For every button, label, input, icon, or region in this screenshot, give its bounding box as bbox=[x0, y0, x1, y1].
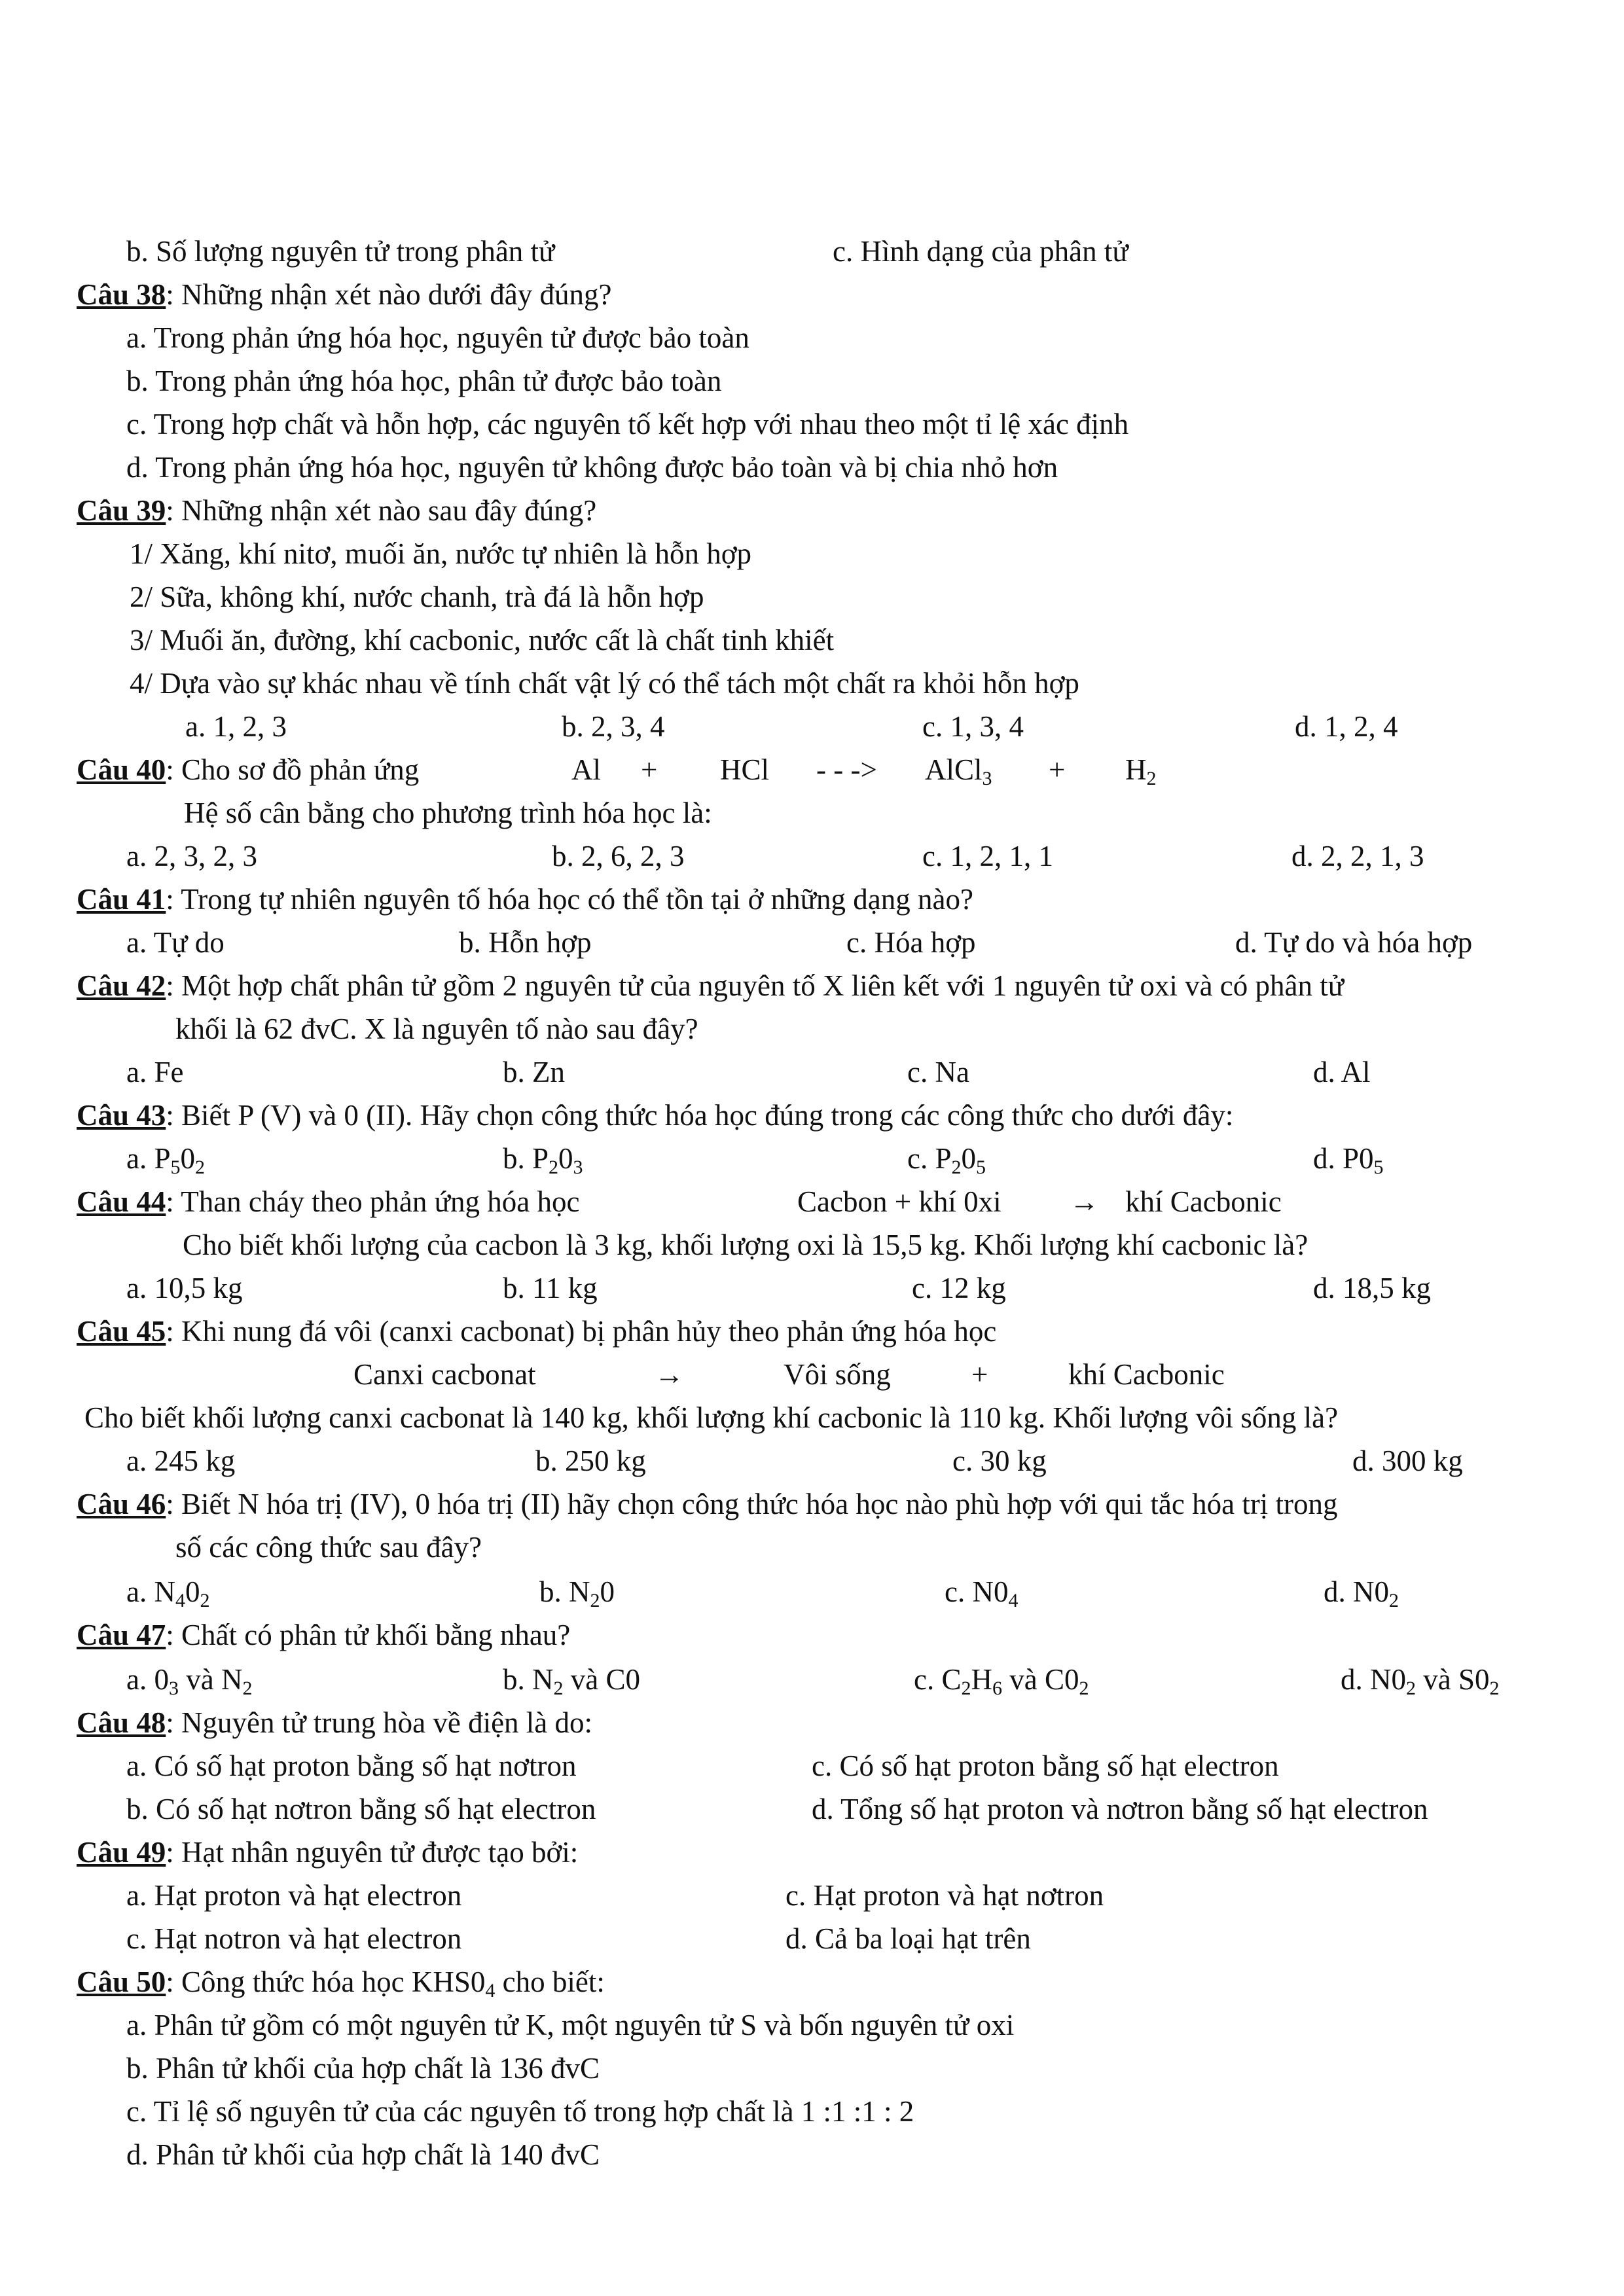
question-text: : Một hợp chất phân tử gồm 2 nguyên tử của nguyên tố X liên kết với 1 nguyên tử oxi và có phân tử bbox=[166, 969, 1344, 1002]
option-d: d. 2, 2, 1, 3 bbox=[1291, 840, 1424, 872]
option-a bbox=[126, 1139, 205, 1178]
reactant-hcl: HCl bbox=[720, 753, 770, 786]
option-c: c. 1, 2, 1, 1 bbox=[922, 840, 1053, 872]
option-b: b. Có số hạt nơtron bằng số hạt electron bbox=[126, 1793, 596, 1825]
formula-text: b. N bbox=[539, 1575, 590, 1608]
question-40 bbox=[77, 750, 419, 789]
option-d: d. Trong phản ứng hóa học, nguyên tử không được bảo toàn và bị chia nhỏ hơn bbox=[126, 451, 1058, 484]
option-d: d. 1, 2, 4 bbox=[1295, 710, 1398, 743]
option-d: d. Tổng số hạt proton và nơtron bằng số hạt electron bbox=[812, 1793, 1428, 1825]
option-b bbox=[503, 1660, 640, 1699]
equation-product-1: Vôi sống bbox=[784, 1358, 891, 1391]
question-text: : Khi nung đá vôi (canxi cacbonat) bị phân hủy theo phản ứng hóa học bbox=[166, 1315, 997, 1348]
question-46 bbox=[77, 1484, 1338, 1524]
question-label: Câu 46 bbox=[77, 1488, 166, 1520]
reaction-arrow: - - -> bbox=[816, 753, 877, 786]
subscript: 2 bbox=[1489, 1677, 1500, 1699]
option-a: a. 1, 2, 3 bbox=[185, 710, 287, 743]
plus-sign: + bbox=[1049, 753, 1066, 786]
option-b: b. 11 kg bbox=[503, 1272, 598, 1304]
subscript: 5 bbox=[170, 1157, 181, 1178]
question-text: : Cho sơ đồ phản ứng bbox=[166, 753, 420, 786]
subscript: 2 bbox=[590, 1590, 600, 1611]
subscript: 3 bbox=[168, 1677, 179, 1699]
question-text: : Những nhận xét nào sau đây đúng? bbox=[166, 494, 597, 527]
question-text-line2: Hệ số cân bằng cho phương trình hóa học là: bbox=[184, 797, 712, 829]
subscript: 2 bbox=[951, 1157, 962, 1178]
plus-sign: + bbox=[971, 1358, 988, 1391]
statement-4: 4/ Dựa vào sự khác nhau về tính chất vật lý có thể tách một chất ra khỏi hỗn hợp bbox=[130, 667, 1079, 700]
option-a: a. Hạt proton và hạt electron bbox=[126, 1879, 462, 1912]
option-d bbox=[1341, 1660, 1500, 1699]
subscript: 4 bbox=[1008, 1590, 1019, 1611]
option-d bbox=[1313, 1139, 1384, 1178]
subscript: 6 bbox=[992, 1677, 1002, 1699]
question-text: : Biết P (V) và 0 (II). Hãy chọn công thức hóa học đúng trong các công thức cho dưới đây: bbox=[166, 1099, 1234, 1132]
plus-sign: + bbox=[641, 753, 658, 786]
option-b: b. Số lượng nguyên tử trong phân tử bbox=[126, 235, 555, 268]
formula-text: d. N0 bbox=[1341, 1663, 1406, 1696]
formula-text: c. C bbox=[914, 1663, 962, 1696]
question-label: Câu 38 bbox=[77, 278, 166, 311]
product-h2 bbox=[1125, 750, 1157, 789]
question-42 bbox=[77, 966, 1344, 1005]
question-49 bbox=[77, 1833, 578, 1872]
question-45 bbox=[77, 1312, 996, 1351]
formula-text: 0 bbox=[185, 1575, 200, 1608]
option-d: d. Phân tử khối của hợp chất là 140 đvC bbox=[126, 2138, 600, 2171]
subscript: 5 bbox=[1373, 1157, 1384, 1178]
formula-text: c. P bbox=[907, 1142, 952, 1175]
formula-text: 0 bbox=[558, 1142, 573, 1175]
question-label: Câu 47 bbox=[77, 1619, 166, 1651]
subscript: 2 bbox=[1406, 1677, 1416, 1699]
option-b: b. Trong phản ứng hóa học, phân tử được bảo toàn bbox=[126, 365, 722, 397]
question-39 bbox=[77, 491, 596, 530]
subscript: 4 bbox=[175, 1590, 185, 1611]
subscript: 2 bbox=[1079, 1677, 1089, 1699]
question-text-line2: khối là 62 đvC. X là nguyên tố nào sau đây? bbox=[175, 1013, 698, 1045]
formula-text: và C0 bbox=[1002, 1663, 1079, 1696]
option-a: a. 10,5 kg bbox=[126, 1272, 243, 1304]
question-text: : Nguyên tử trung hòa về điện là do: bbox=[166, 1706, 593, 1739]
formula-text: b. P bbox=[503, 1142, 549, 1175]
subscript: 2 bbox=[553, 1677, 564, 1699]
question-text: : Trong tự nhiên nguyên tố hóa học có thể tồn tại ở những dạng nào? bbox=[166, 883, 973, 916]
option-a bbox=[126, 1660, 252, 1699]
option-b: b. Zn bbox=[503, 1056, 565, 1088]
option-d: d. 300 kg bbox=[1352, 1444, 1463, 1477]
question-text: : Biết N hóa trị (IV), 0 hóa trị (II) hãy chọn công thức hóa học nào phù hợp với qui tắc hóa trị trong bbox=[166, 1488, 1338, 1520]
question-44 bbox=[77, 1182, 579, 1221]
option-b: b. 250 kg bbox=[535, 1444, 646, 1477]
statement-3: 3/ Muối ăn, đường, khí cacbonic, nước cất là chất tinh khiết bbox=[130, 624, 835, 656]
equation-right: khí Cacbonic bbox=[1125, 1185, 1282, 1218]
question-38 bbox=[77, 275, 611, 314]
subscript: 2 bbox=[242, 1677, 253, 1699]
option-c: c. Trong hợp chất và hỗn hợp, các nguyên tố kết hợp với nhau theo một tỉ lệ xác định bbox=[126, 408, 1129, 440]
question-41 bbox=[77, 880, 973, 919]
formula-text: d. P0 bbox=[1313, 1142, 1374, 1175]
option-d: d. Tự do và hóa hợp bbox=[1235, 926, 1473, 959]
question-label: Câu 50 bbox=[77, 1965, 166, 1998]
formula-text: H bbox=[971, 1663, 992, 1696]
option-c: c. 30 kg bbox=[952, 1444, 1047, 1477]
reactant-al: Al bbox=[571, 753, 601, 786]
subscript: 4 bbox=[485, 1980, 496, 2001]
option-a: a. Trong phản ứng hóa học, nguyên tử được bảo toàn bbox=[126, 321, 749, 354]
formula-text: c. N0 bbox=[945, 1575, 1009, 1608]
subscript: 2 bbox=[1389, 1590, 1399, 1611]
option-c bbox=[907, 1139, 986, 1178]
option-d: d. Al bbox=[1313, 1056, 1371, 1088]
option-c: c. Na bbox=[907, 1056, 969, 1088]
option-a: a. 2, 3, 2, 3 bbox=[126, 840, 257, 872]
option-c: c. 12 kg bbox=[912, 1272, 1006, 1304]
option-b: b. 2, 6, 2, 3 bbox=[552, 840, 685, 872]
option-b: b. Phân tử khối của hợp chất là 136 đvC bbox=[126, 2052, 600, 2085]
formula-text: và N bbox=[178, 1663, 243, 1696]
subscript: 2 bbox=[549, 1157, 559, 1178]
option-a: a. Phân tử gồm có một nguyên tử K, một nguyên tử S và bốn nguyên tử oxi bbox=[126, 2009, 1015, 2041]
subscript: 3 bbox=[982, 768, 992, 789]
option-c bbox=[945, 1572, 1018, 1611]
question-text: : Công thức hóa học KHS0 bbox=[166, 1965, 486, 1998]
option-d: d. Cả ba loại hạt trên bbox=[785, 1922, 1031, 1955]
formula-text: a. 0 bbox=[126, 1663, 169, 1696]
statement-1: 1/ Xăng, khí nitơ, muối ăn, nước tự nhiên là hỗn hợp bbox=[130, 537, 752, 570]
question-text: : Chất có phân tử khối bằng nhau? bbox=[166, 1619, 571, 1651]
option-c: c. Hạt proton và hạt nơtron bbox=[785, 1879, 1104, 1912]
question-label: Câu 45 bbox=[77, 1315, 166, 1348]
option-a bbox=[126, 1572, 209, 1611]
option-a: a. 245 kg bbox=[126, 1444, 236, 1477]
option-d bbox=[1324, 1572, 1399, 1611]
subscript: 3 bbox=[573, 1157, 583, 1178]
option-a: a. Có số hạt proton bằng số hạt nơtron bbox=[126, 1749, 577, 1782]
formula-text: và C0 bbox=[563, 1663, 640, 1696]
question-label: Câu 48 bbox=[77, 1706, 166, 1739]
subscript: 5 bbox=[976, 1157, 986, 1178]
formula-text: a. N bbox=[126, 1575, 175, 1608]
question-text: : Hạt nhân nguyên tử được tạo bởi: bbox=[166, 1836, 579, 1869]
formula-text: d. N0 bbox=[1324, 1575, 1389, 1608]
subscript: 2 bbox=[1146, 768, 1157, 789]
equation-reactant: Canxi cacbonat bbox=[353, 1358, 536, 1391]
option-d: d. 18,5 kg bbox=[1313, 1272, 1431, 1304]
arrow-icon: → bbox=[1070, 1185, 1099, 1218]
option-c-second: c. Hạt notron và hạt electron bbox=[126, 1922, 462, 1955]
question-47 bbox=[77, 1615, 570, 1655]
question-label: Câu 41 bbox=[77, 883, 166, 916]
option-c: c. Hình dạng của phân tử bbox=[833, 235, 1128, 268]
option-a: a. Fe bbox=[126, 1056, 184, 1088]
equation-left: Cacbon + khí 0xi bbox=[797, 1185, 1001, 1218]
subscript: 2 bbox=[200, 1590, 210, 1611]
question-label: Câu 39 bbox=[77, 494, 166, 527]
question-label: Câu 44 bbox=[77, 1185, 166, 1218]
question-text-line3: Cho biết khối lượng canxi cacbonat là 140 kg, khối lượng khí cacbonic là 110 kg. Khối lượng vôi sống là? bbox=[84, 1401, 1339, 1434]
product-alcl3 bbox=[925, 750, 992, 789]
option-b bbox=[539, 1572, 615, 1611]
option-c: c. Hóa hợp bbox=[846, 926, 976, 959]
option-c: c. Tỉ lệ số nguyên tử của các nguyên tố trong hợp chất là 1 :1 :1 : 2 bbox=[126, 2095, 914, 2128]
option-c: c. Có số hạt proton bằng số hạt electron bbox=[812, 1749, 1279, 1782]
question-label: Câu 42 bbox=[77, 969, 166, 1002]
question-48 bbox=[77, 1703, 592, 1742]
formula-text: b. N bbox=[503, 1663, 554, 1696]
question-text: : Than cháy theo phản ứng hóa học bbox=[166, 1185, 580, 1218]
question-text-line2: số các công thức sau đây? bbox=[175, 1531, 482, 1564]
question-50 bbox=[77, 1962, 605, 2001]
formula-text: AlCl bbox=[925, 753, 983, 786]
arrow-icon: → bbox=[655, 1358, 684, 1391]
formula-text: 0 bbox=[180, 1142, 195, 1175]
question-text-line2: Cho biết khối lượng của cacbon là 3 kg, khối lượng oxi là 15,5 kg. Khối lượng khí cacbonic là? bbox=[183, 1229, 1308, 1261]
formula-text: a. P bbox=[126, 1142, 171, 1175]
equation-product-2: khí Cacbonic bbox=[1068, 1358, 1225, 1391]
question-label: Câu 43 bbox=[77, 1099, 166, 1132]
option-b: b. Hỗn hợp bbox=[459, 926, 592, 959]
formula-text: 0 bbox=[600, 1575, 615, 1608]
option-a: a. Tự do bbox=[126, 926, 225, 959]
question-text-end: cho biết: bbox=[495, 1965, 605, 1998]
question-text: : Những nhận xét nào dưới đây đúng? bbox=[166, 278, 612, 311]
option-c bbox=[914, 1660, 1089, 1699]
formula-text: và S0 bbox=[1416, 1663, 1490, 1696]
subscript: 2 bbox=[961, 1677, 971, 1699]
question-43 bbox=[77, 1096, 1233, 1135]
formula-text: 0 bbox=[961, 1142, 976, 1175]
formula-text: H bbox=[1125, 753, 1147, 786]
question-label: Câu 49 bbox=[77, 1836, 166, 1869]
option-b: b. 2, 3, 4 bbox=[562, 710, 665, 743]
option-b bbox=[503, 1139, 583, 1178]
question-label: Câu 40 bbox=[77, 753, 166, 786]
statement-2: 2/ Sữa, không khí, nước chanh, trà đá là hỗn hợp bbox=[130, 581, 704, 613]
option-c: c. 1, 3, 4 bbox=[922, 710, 1024, 743]
subscript: 2 bbox=[195, 1157, 205, 1178]
